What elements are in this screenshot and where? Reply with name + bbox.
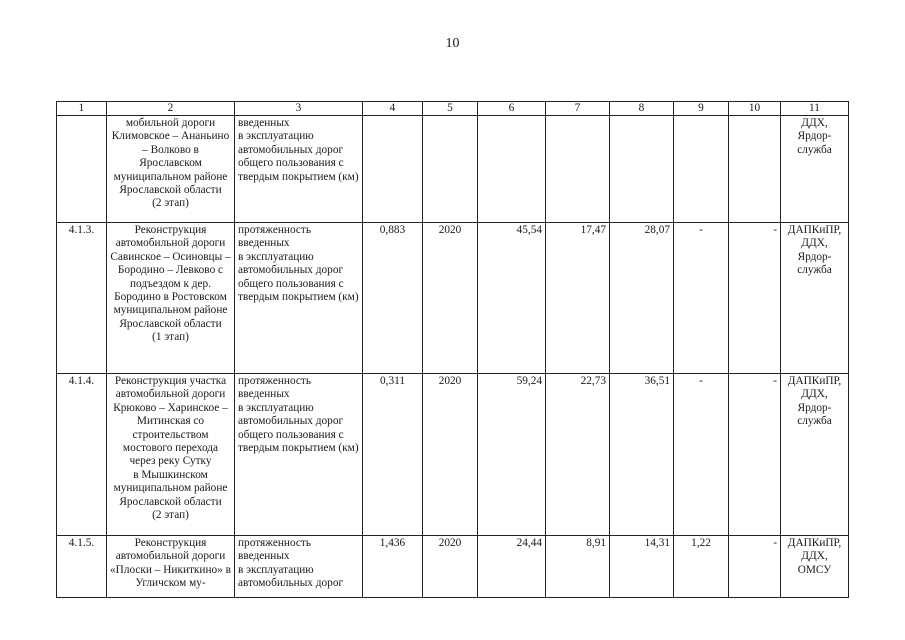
header-cell: 9 xyxy=(674,102,729,116)
header-cell: 2 xyxy=(107,102,235,116)
value-cell: 2020 xyxy=(423,536,478,598)
value-cell xyxy=(729,116,781,223)
value-cell: 28,07 xyxy=(610,223,674,374)
row-number: 4.1.3. xyxy=(57,223,107,374)
header-cell: 6 xyxy=(478,102,546,116)
value-cell xyxy=(610,116,674,223)
executor: ДАПКиПР, ДДХ, Ярдор- служба xyxy=(781,374,849,536)
row-number xyxy=(57,116,107,223)
table-row xyxy=(57,536,849,598)
header-cell: 4 xyxy=(363,102,423,116)
value-cell: - xyxy=(729,536,781,598)
value-cell: 59,24 xyxy=(478,374,546,536)
value-cell: 0,883 xyxy=(363,223,423,374)
value-cell: 17,47 xyxy=(546,223,610,374)
header-cell: 5 xyxy=(423,102,478,116)
value-cell: 2020 xyxy=(423,223,478,374)
indicator: протяженность введенных в эксплуатацию автомобильных дорог xyxy=(235,536,363,598)
value-cell: - xyxy=(729,223,781,374)
value-cell: 24,44 xyxy=(478,536,546,598)
value-cell: 45,54 xyxy=(478,223,546,374)
indicator: протяженность введенных в эксплуатацию автомобильных дорог общего пользования с твердым покрытием (км) xyxy=(235,374,363,536)
value-cell: 14,31 xyxy=(610,536,674,598)
object-name: Реконструкция автомобильной дороги Савинское – Осиновцы – Бородино – Левково с подъездом к дер. Бородино в Ростовском муниципальном районе Ярославской области (1 этап) xyxy=(107,223,235,374)
row-number: 4.1.4. xyxy=(57,374,107,536)
row-number: 4.1.5. xyxy=(57,536,107,598)
object-name: Реконструкция участка автомобильной дороги Крюково – Харинское – Митинская со строительством мостового перехода через реку Сутку в Мышкинском муниципальном районе Ярославской области (2 этап) xyxy=(107,374,235,536)
value-cell: 1,22 xyxy=(674,536,729,598)
value-cell: 36,51 xyxy=(610,374,674,536)
page-number: 10 xyxy=(445,36,460,51)
value-cell xyxy=(546,116,610,223)
value-cell: 2020 xyxy=(423,374,478,536)
value-cell: 8,91 xyxy=(546,536,610,598)
object-name: Реконструкция автомобильной дороги «Плоски – Никиткино» в Угличском му- xyxy=(107,536,235,598)
header-cell: 11 xyxy=(781,102,849,116)
executor: ДАПКиПР, ДДХ, ОМСУ xyxy=(781,536,849,598)
value-cell: 1,436 xyxy=(363,536,423,598)
value-cell: - xyxy=(729,374,781,536)
value-cell: 0,311 xyxy=(363,374,423,536)
value-cell: - xyxy=(674,223,729,374)
document-table xyxy=(56,101,849,598)
value-cell: 22,73 xyxy=(546,374,610,536)
header-cell: 1 xyxy=(57,102,107,116)
indicator: введенных в эксплуатацию автомобильных дорог общего пользования с твердым покрытием (км) xyxy=(235,116,363,223)
header-cell: 10 xyxy=(729,102,781,116)
header-cell: 3 xyxy=(235,102,363,116)
value-cell: - xyxy=(674,374,729,536)
indicator: протяженность введенных в эксплуатацию автомобильных дорог общего пользования с твердым покрытием (км) xyxy=(235,223,363,374)
header-cell: 7 xyxy=(546,102,610,116)
header-cell: 8 xyxy=(610,102,674,116)
table-header-row xyxy=(57,102,849,116)
value-cell xyxy=(478,116,546,223)
value-cell xyxy=(363,116,423,223)
value-cell xyxy=(674,116,729,223)
table-row xyxy=(57,116,849,223)
executor: ДДХ, Ярдор- служба xyxy=(781,116,849,223)
table-row xyxy=(57,374,849,536)
value-cell xyxy=(423,116,478,223)
table-row xyxy=(57,223,849,374)
executor: ДАПКиПР, ДДХ, Ярдор- служба xyxy=(781,223,849,374)
object-name: мобильной дороги Климовское – Ананьино – Волково в Ярославском муниципальном районе Ярославской области (2 этап) xyxy=(107,116,235,223)
